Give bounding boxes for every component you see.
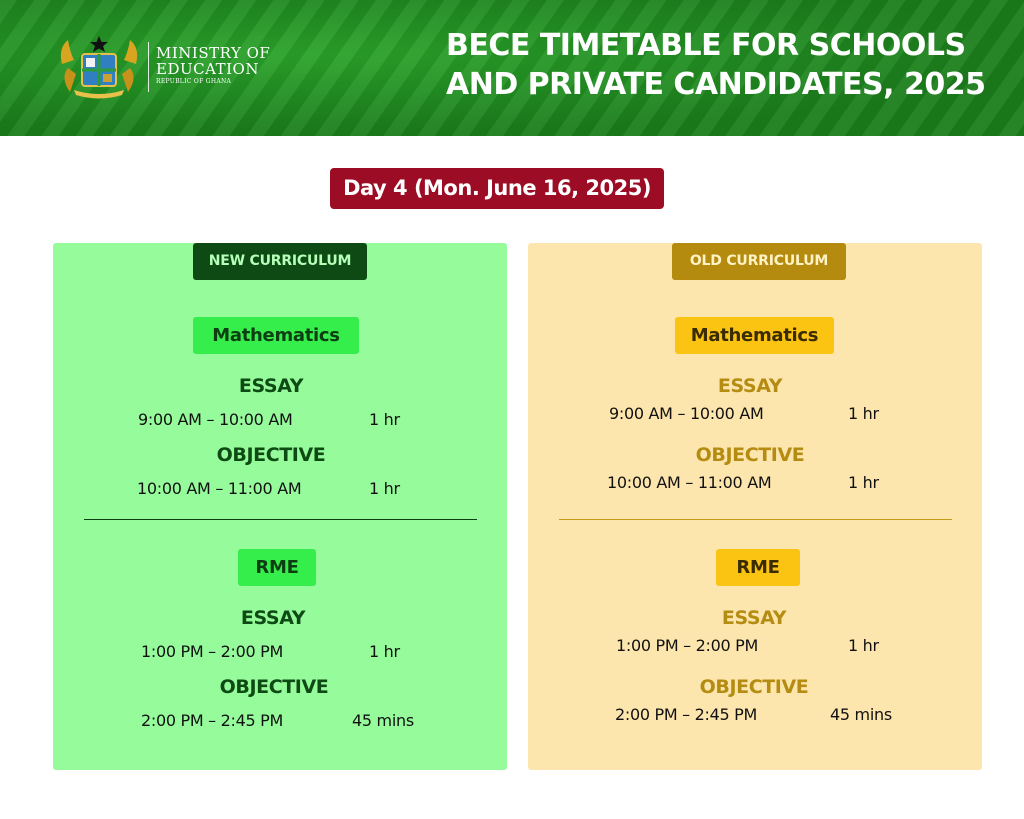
old-math-objective-duration: 1 hr: [848, 473, 879, 492]
page-title: [446, 26, 1006, 104]
old-curriculum-panel: [528, 243, 982, 770]
title-line1: BECE TIMETABLE FOR SCHOOLS: [446, 28, 966, 63]
old-section-divider: [559, 519, 952, 520]
new-math-essay-label: ESSAY: [238, 375, 304, 397]
old-rme-objective-duration: 45 mins: [830, 705, 892, 724]
old-curriculum-label: OLD CURRICULUM: [672, 243, 846, 280]
title-line2: AND PRIVATE CANDIDATES, 2025: [446, 67, 986, 102]
old-rme-essay-time: 1:00 PM – 2:00 PM: [616, 636, 759, 655]
old-math-essay-time: 9:00 AM – 10:00 AM: [609, 404, 764, 423]
new-curriculum-panel: [53, 243, 507, 770]
new-rme-subject: RME: [238, 549, 316, 586]
new-math-essay-duration: 1 hr: [369, 410, 400, 429]
old-math-essay-label: ESSAY: [717, 375, 783, 397]
new-math-objective-duration: 1 hr: [369, 479, 400, 498]
old-math-objective-time: 10:00 AM – 11:00 AM: [607, 473, 772, 492]
new-rme-essay-duration: 1 hr: [369, 642, 400, 661]
ministry-name-line2: EDUCATION: [156, 60, 259, 78]
new-curriculum-label: NEW CURRICULUM: [193, 243, 367, 280]
ministry-republic: REPUBLIC OF GHANA: [156, 78, 232, 85]
new-rme-objective-duration: 45 mins: [352, 711, 414, 730]
old-math-objective-label: OBJECTIVE: [695, 444, 805, 466]
day-badge: Day 4 (Mon. June 16, 2025): [330, 168, 664, 209]
old-math-essay-duration: 1 hr: [848, 404, 879, 423]
new-rme-objective-time: 2:00 PM – 2:45 PM: [141, 711, 284, 730]
new-math-subject: Mathematics: [193, 317, 359, 354]
new-math-essay-time: 9:00 AM – 10:00 AM: [138, 410, 293, 429]
new-math-objective-time: 10:00 AM – 11:00 AM: [137, 479, 302, 498]
header-banner: [0, 0, 1024, 136]
old-rme-subject: RME: [716, 549, 800, 586]
old-rme-objective-time: 2:00 PM – 2:45 PM: [615, 705, 758, 724]
old-rme-objective-label: OBJECTIVE: [699, 676, 809, 698]
new-rme-objective-label: OBJECTIVE: [219, 676, 329, 698]
old-rme-essay-label: ESSAY: [721, 607, 787, 629]
logo-divider: [148, 42, 149, 92]
new-math-objective-label: OBJECTIVE: [216, 444, 326, 466]
new-section-divider: [84, 519, 477, 520]
new-rme-essay-label: ESSAY: [240, 607, 306, 629]
ghana-coat-of-arms-icon: [58, 34, 140, 100]
new-rme-essay-time: 1:00 PM – 2:00 PM: [141, 642, 284, 661]
old-math-subject: Mathematics: [675, 317, 834, 354]
old-rme-essay-duration: 1 hr: [848, 636, 879, 655]
ministry-name-line1: MINISTRY OF: [156, 44, 271, 62]
